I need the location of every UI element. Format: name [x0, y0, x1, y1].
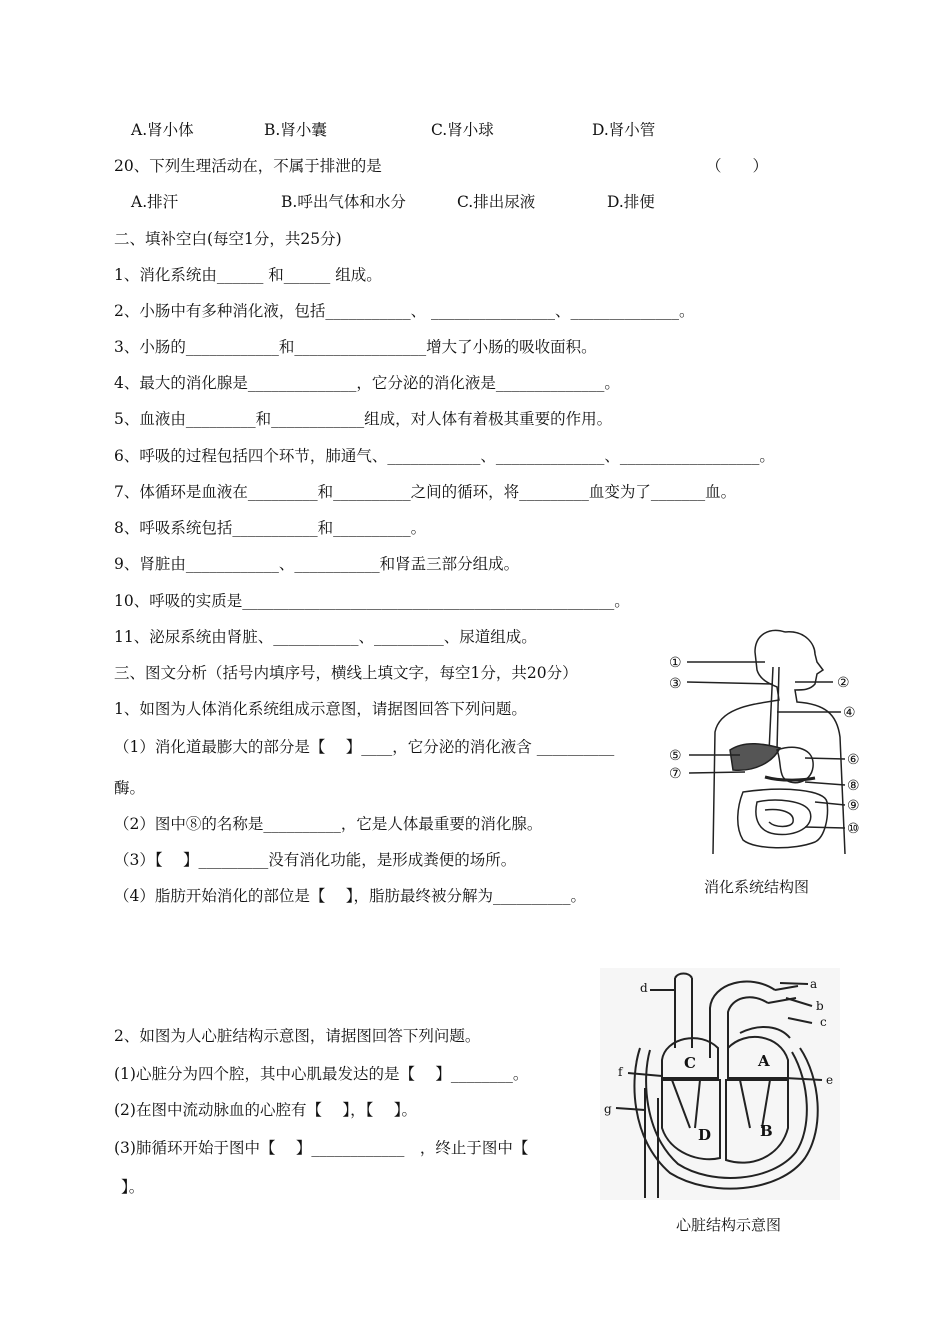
q3-1-part1: （1）消化道最膨大的部分是【 】____，它分泌的消化液含 __________ — [114, 738, 615, 756]
digestive-label-8: ⑧ — [847, 778, 860, 794]
q19-option-d: D.肾小管 — [592, 121, 656, 139]
digestive-label-9: ⑨ — [847, 798, 860, 814]
heart-diagram — [600, 968, 840, 1200]
q3-1-part4: （4）脂肪开始消化的部位是【 】，脂肪最终被分解为__________。 — [114, 887, 587, 905]
q3-2-intro: 2、如图为人心脏结构示意图，请据图回答下列问题。 — [114, 1027, 481, 1045]
digestive-label-1: ① — [669, 655, 682, 671]
section2-title: 二、填补空白(每空1分，共25分) — [114, 230, 342, 248]
heart-label-a: a — [810, 977, 818, 991]
fill-item-1: 1、消化系统由______ 和______ 组成。 — [114, 266, 382, 284]
digestive-label-4: ④ — [843, 705, 856, 721]
fill-item-10: 10、呼吸的实质是________________________________________________。 — [114, 592, 630, 610]
q20-option-c: C.排出尿液 — [457, 193, 536, 211]
heart-label-b: b — [816, 999, 824, 1013]
digestive-label-5: ⑤ — [669, 748, 682, 764]
section3-title: 三、图文分析（括号内填序号，横线上填文字，每空1分，共20分） — [114, 664, 578, 682]
fill-item-5: 5、血液由_________和____________组成，对人体有着极其重要的作用。 — [114, 410, 613, 428]
heart-label-g: g — [604, 1102, 612, 1116]
q20-option-d: D.排便 — [607, 193, 655, 211]
digestive-caption: 消化系统结构图 — [704, 878, 810, 896]
digestive-system-diagram — [665, 622, 865, 862]
q3-2-part2: (2)在图中流动脉血的心腔有【 】，【 】。 — [114, 1101, 418, 1119]
heart-label-f: f — [618, 1065, 623, 1079]
digestive-label-6: ⑥ — [847, 752, 860, 768]
q19-option-a: A.肾小体 — [131, 121, 194, 139]
q3-1-part1-cont: 酶。 — [114, 779, 146, 797]
q3-1-part2: （2）图中⑧的名称是__________，它是人体最重要的消化腺。 — [114, 815, 543, 833]
heart-label-d: d — [640, 981, 648, 995]
q20-question: 20、下列生理活动在，不属于排泄的是 — [114, 157, 382, 175]
digestive-label-7: ⑦ — [669, 766, 682, 782]
q3-2-part1: (1)心脏分为四个腔，其中心肌最发达的是【 】________。 — [114, 1065, 529, 1083]
heart-chamber-c: C — [684, 1054, 696, 1072]
q20-option-a: A.排汗 — [131, 193, 179, 211]
heart-chamber-a: A — [758, 1052, 770, 1070]
q3-1-intro: 1、如图为人体消化系统组成示意图，请据图回答下列问题。 — [114, 700, 527, 718]
heart-chamber-d: D — [698, 1126, 712, 1144]
heart-label-e: e — [826, 1073, 834, 1087]
digestive-label-10: ⑩ — [847, 821, 860, 837]
heart-caption: 心脏结构示意图 — [676, 1216, 782, 1234]
digestive-label-2: ② — [837, 675, 850, 691]
heart-chamber-b: B — [760, 1122, 773, 1140]
fill-item-7: 7、体循环是血液在_________和__________之间的循环，将_________血变为了_______血。 — [114, 483, 737, 501]
q3-2-part3: (3)肺循环开始于图中【 】____________ ，终止于图中【 — [114, 1139, 529, 1157]
q3-1-part3: （3）【 】_________没有消化功能，是形成粪便的场所。 — [114, 851, 517, 869]
fill-item-9: 9、肾脏由____________、___________和肾盂三部分组成。 — [114, 555, 520, 573]
digestive-label-3: ③ — [669, 676, 682, 692]
fill-item-6: 6、呼吸的过程包括四个环节，肺通气、____________、______________、__________________。 — [114, 447, 775, 465]
q19-option-b: B.肾小囊 — [264, 121, 327, 139]
heart-label-c: c — [820, 1015, 827, 1029]
q3-2-part3-cont: 】。 — [121, 1178, 145, 1196]
fill-item-3: 3、小肠的____________和_________________增大了小肠的吸收面积。 — [114, 338, 597, 356]
q20-option-b: B.呼出气体和水分 — [281, 193, 406, 211]
q19-option-c: C.肾小球 — [431, 121, 494, 139]
fill-item-4: 4、最大的消化腺是______________，它分泌的消化液是______________。 — [114, 374, 620, 392]
fill-item-2: 2、小肠中有多种消化液，包括___________、 ________________、______________。 — [114, 302, 695, 320]
fill-item-8: 8、呼吸系统包括___________和__________。 — [114, 519, 427, 537]
fill-item-11: 11、泌尿系统由肾脏、___________、_________、尿道组成。 — [114, 628, 537, 646]
q20-answer-paren: （ ） — [706, 157, 769, 175]
